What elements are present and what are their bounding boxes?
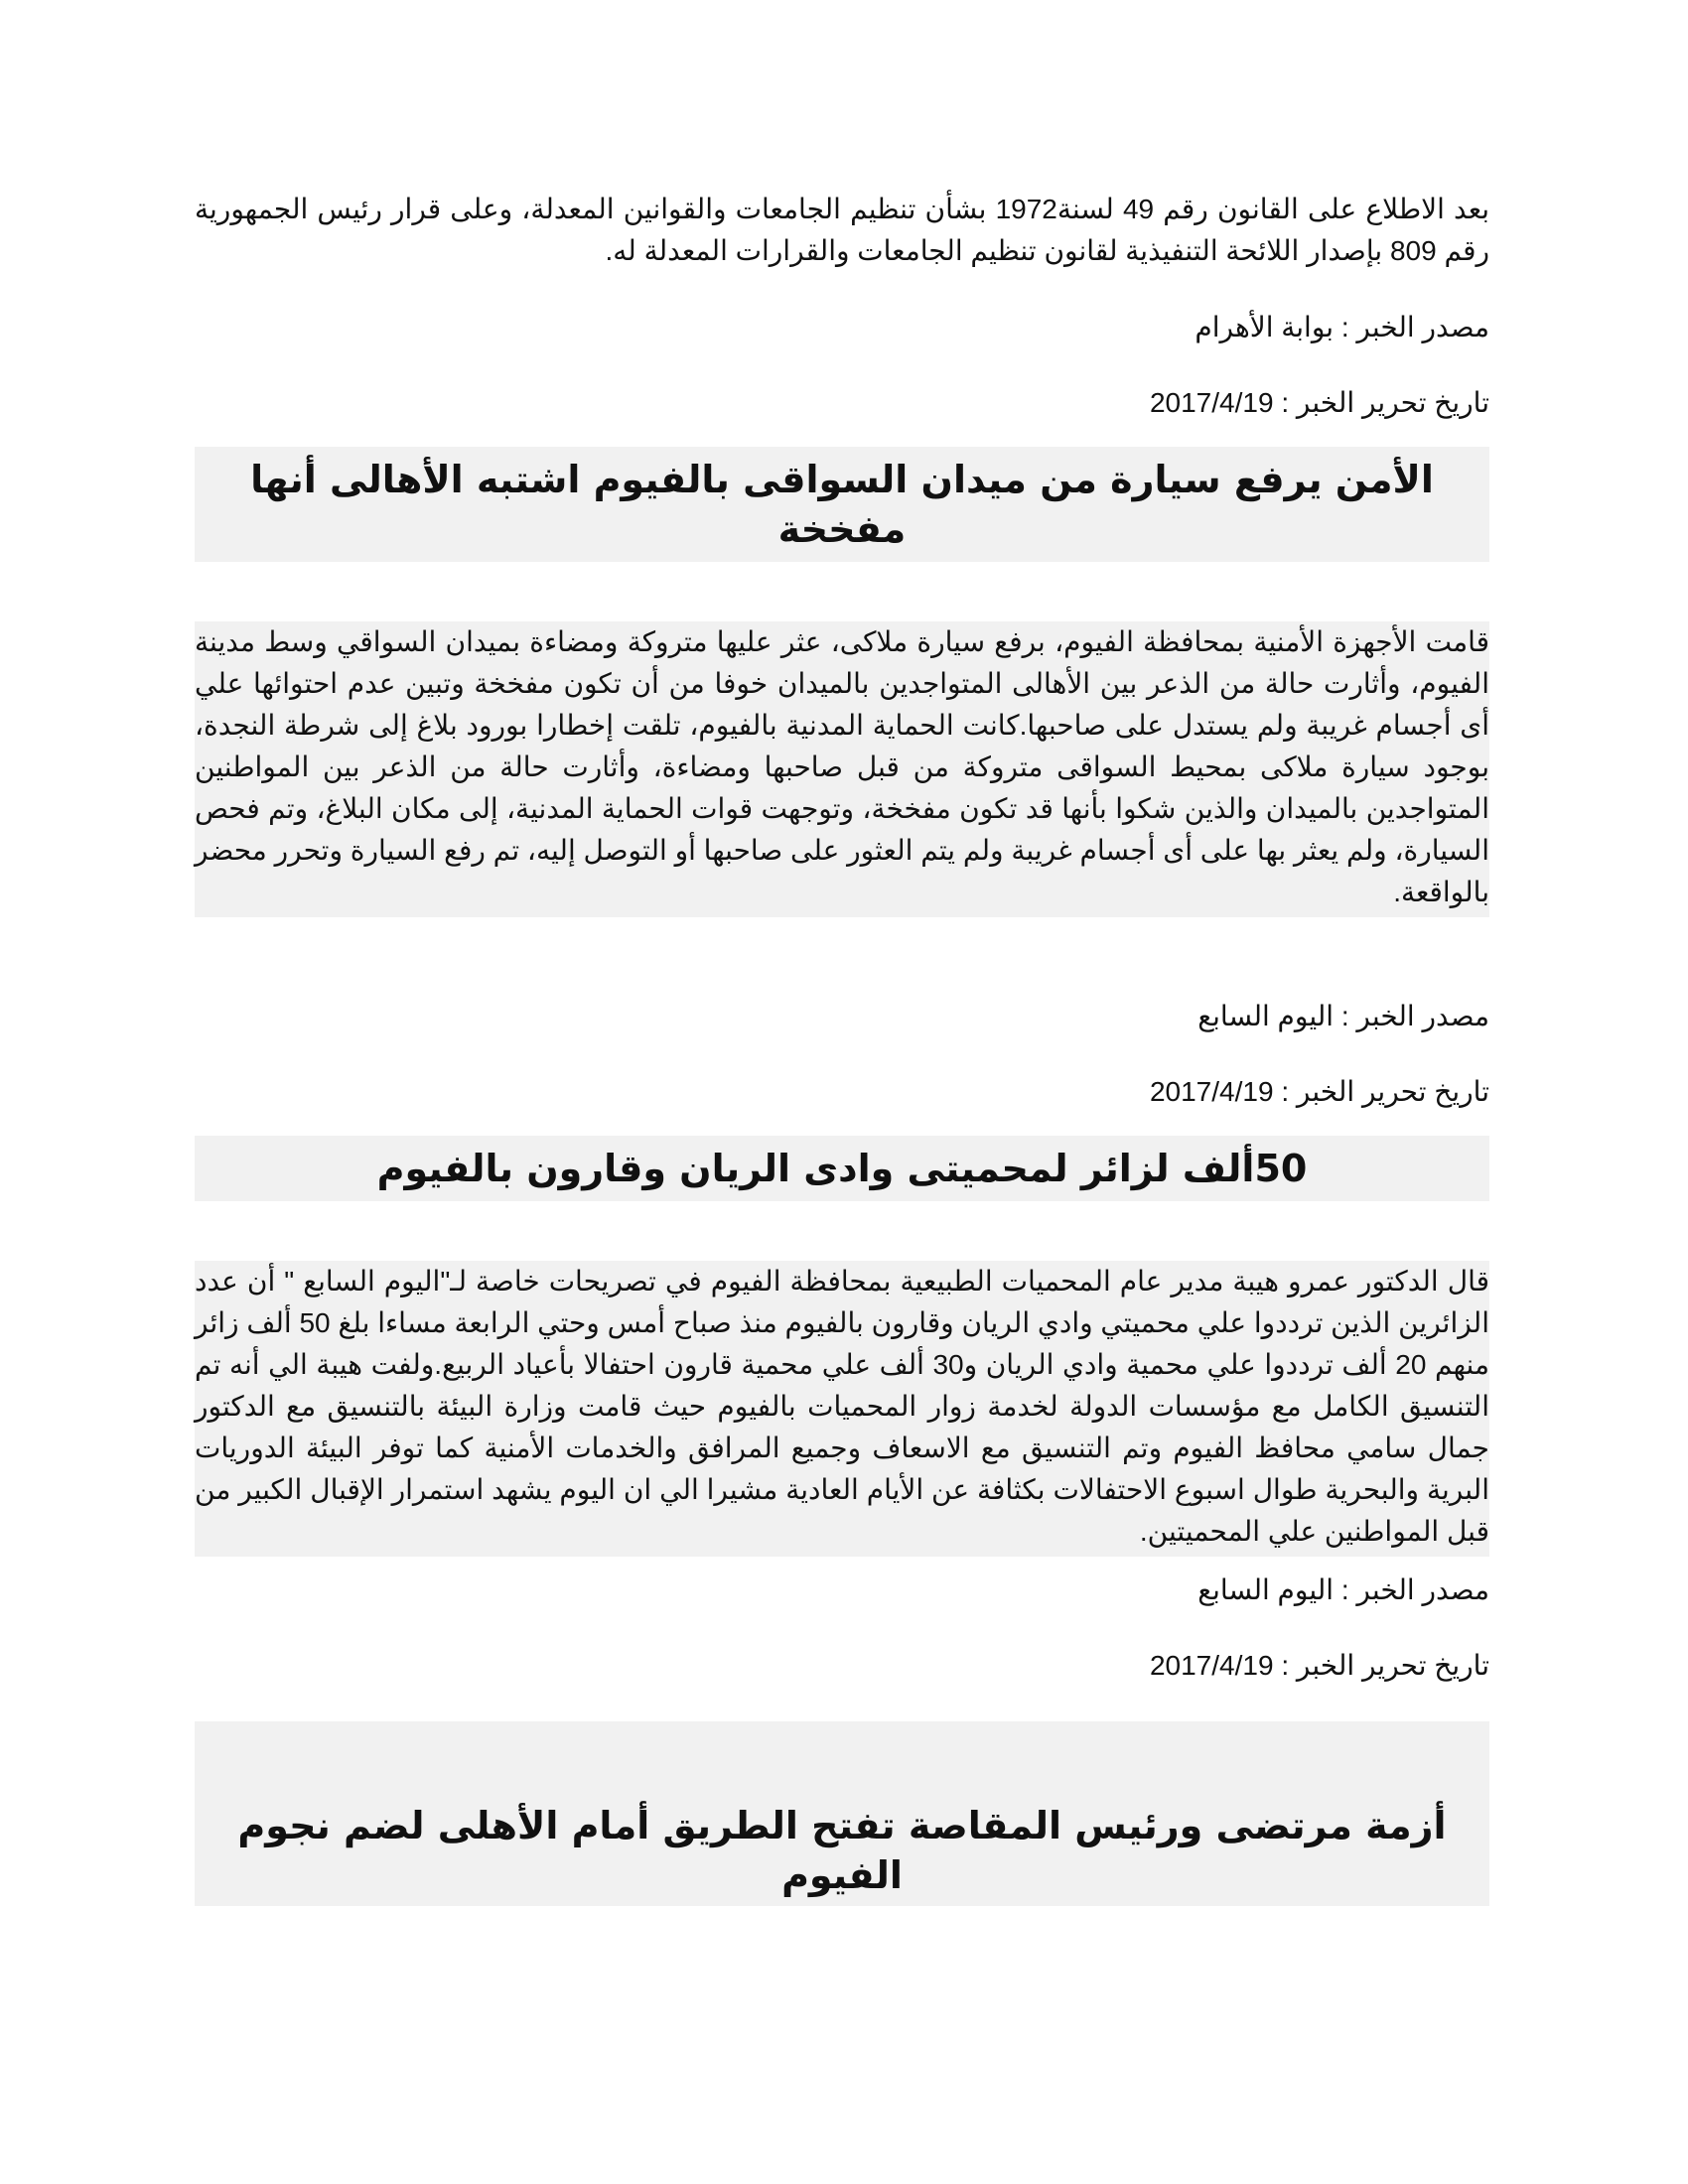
article-1-body-block	[195, 621, 1489, 917]
intro-source: مصدر الخبر : بوابة الأهرام	[1195, 312, 1489, 342]
intro-date-label: تاريخ تحرير الخبر :	[1281, 387, 1489, 418]
article-1-date-value: 2017/4/19	[1149, 1076, 1274, 1107]
article-1-date-label: تاريخ تحرير الخبر :	[1281, 1076, 1489, 1107]
article-2-date-label: تاريخ تحرير الخبر :	[1281, 1650, 1489, 1681]
article-1-source: مصدر الخبر : اليوم السابع	[1197, 1001, 1489, 1031]
document-page	[195, 189, 1489, 1906]
article-2-date-value: 2017/4/19	[1149, 1650, 1274, 1681]
intro-date	[195, 383, 1489, 423]
article-1-body: قامت الأجهزة الأمنية بمحافظة الفيوم، برفع سيارة ملاكى، عثر عليها متروكة ومضاءة بميدان السواقي وسط مدينة الفيوم، وأثارت حالة من الذعر بين الأهالى المتواجدين بالميدان خوفا من أن تكون مفخخة وتبين عدم احتوائها علي أى أجسام غريبة ولم يستدل على صاحبها.كانت الحماية المدنية بالفيوم، تلقت إخطارا بورود بلاغ إلى شرطة النجدة، بوجود سيارة ملاكى بمحيط السواقى متروكة من قبل صاحبها ومضاءة، وأثارت حالة من الذعر بين المواطنين المتواجدين بالميدان والذين شكوا بأنها قد تكون مفخخة، وتوجهت قوات الحماية المدنية، إلى مكان البلاغ، وتم فحص السيارة، ولم يعثر بها على أى أجسام غريبة ولم يتم العثور على صاحبها أو التوصل إليه، تم رفع السيارة وتحرر محضر بالواقعة.	[195, 626, 1489, 907]
article-2-source: مصدر الخبر : اليوم السابع	[1197, 1574, 1489, 1605]
article-1-date	[195, 1072, 1489, 1112]
article-1-headline: الأمن يرفع سيارة من ميدان السواقى بالفيوم اشتبه الأهالى أنها مفخخة	[195, 447, 1489, 562]
article-3-headline: أزمة مرتضى ورئيس المقاصة تفتح الطريق أمام الأهلى لضم نجوم الفيوم	[195, 1721, 1489, 1906]
intro-paragraph: بعد الاطلاع على القانون رقم 49 لسنة1972 بشأن تنظيم الجامعات والقوانين المعدلة، وعلى قرار رئيس الجمهورية رقم 809 بإصدار اللائحة التنفيذية لقانون تنظيم الجامعات والقرارات المعدلة له.	[195, 194, 1489, 266]
article-2-date	[195, 1646, 1489, 1686]
article-2-headline: 50ألف لزائر لمحميتى وادى الريان وقارون بالفيوم	[195, 1136, 1489, 1201]
intro-date-value: 2017/4/19	[1149, 387, 1274, 418]
article-2-body-block	[195, 1261, 1489, 1557]
article-2-body: قال الدكتور عمرو هيبة مدير عام المحميات الطبيعية بمحافظة الفيوم في تصريحات خاصة لـ"اليوم السابع " أن عدد الزائرين الذين ترددوا علي محميتي وادي الريان وقارون بالفيوم منذ صباح أمس وحتي الرابعة مساءا بلغ 50 ألف زائر منهم 20 ألف ترددوا علي محمية وادي الريان و30 ألف علي محمية قارون احتفالا بأعياد الربيع.ولفت هيبة الي أنه تم التنسيق الكامل مع مؤسسات الدولة لخدمة زوار المحميات بالفيوم حيث قامت وزارة البيئة بالتنسيق مع الدكتور جمال سامي محافظ الفيوم وتم التنسيق مع الاسعاف وجميع المرافق والخدمات الأمنية كما توفر البيئة الدوريات البرية والبحرية طوال اسبوع الاحتفالات بكثافة عن الأيام العادية مشيرا الي ان اليوم يشهد استمرار الإقبال الكبير من قبل المواطنين علي المحميتين.	[195, 1266, 1489, 1547]
